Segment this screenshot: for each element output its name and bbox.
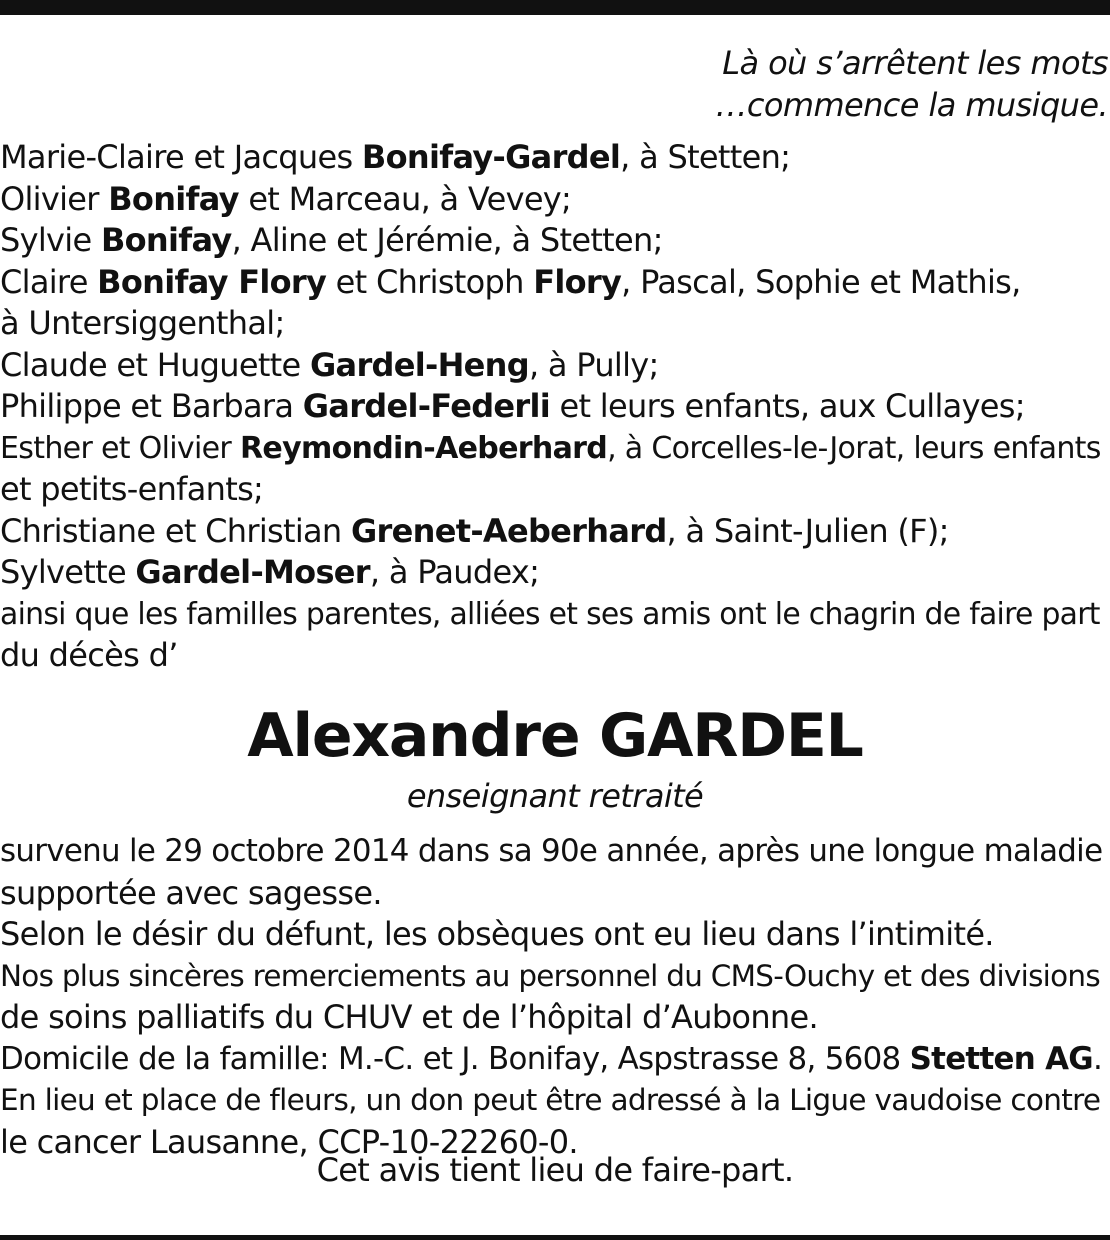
family-line: Christiane et Christian Grenet-Aeberhard, à Saint-Julien (F);: [0, 511, 949, 550]
detail-line: Domicile de la famille: M.-C. et J. Bonifay, Aspstrasse 8, 5608 Stetten AG.: [0, 1040, 1103, 1077]
family-line: ainsi que les familles parentes, alliées et ses amis ont le chagrin de faire part: [0, 596, 1100, 632]
bottom-rule: [0, 1235, 1110, 1240]
detail-line: de soins palliatifs du CHUV et de l’hôpital d’Aubonne.: [0, 998, 818, 1036]
detail-line: survenu le 29 octobre 2014 dans sa 90e année, après une longue maladie: [0, 833, 1103, 869]
family-list: [0, 137, 1110, 677]
family-line: Philippe et Barbara Gardel-Federli et leurs enfants, aux Cullayes;: [0, 387, 1025, 425]
family-line: Claude et Huguette Gardel-Heng, à Pully;: [0, 345, 659, 384]
closing-note: Cet avis tient lieu de faire-part.: [316, 1151, 794, 1189]
family-line: et petits-enfants;: [0, 470, 264, 508]
epigraph: [716, 42, 1108, 126]
family-line: Olivier Bonifay et Marceau, à Vevey;: [0, 179, 572, 218]
epigraph-line-1: Là où s’arrêtent les mots: [722, 44, 1108, 82]
family-line: à Untersiggenthal;: [0, 304, 285, 342]
detail-line: le cancer Lausanne, CCP-10-22260-0.: [0, 1122, 578, 1161]
family-line: du décès d’: [0, 636, 178, 674]
family-line: Esther et Olivier Reymondin-Aeberhard, à Corcelles-le-Jorat, leurs enfants: [0, 430, 1101, 466]
family-line: Sylvette Gardel-Moser, à Paudex;: [0, 553, 540, 591]
deceased-occupation: enseignant retraité: [406, 777, 704, 815]
detail-line: En lieu et place de fleurs, un don peut être adressé à la Ligue vaudoise contre: [0, 1083, 1101, 1117]
announcement-details: [0, 831, 1110, 1163]
detail-line: Nos plus sincères remerciements au personnel du CMS-Ouchy et des divisions: [0, 958, 1100, 993]
epigraph-line-2: …commence la musique.: [715, 86, 1108, 124]
family-line: Marie-Claire et Jacques Bonifay-Gardel, à Stetten;: [0, 138, 791, 176]
family-line: Claire Bonifay Flory et Christoph Flory, Pascal, Sophie et Mathis,: [0, 262, 1021, 301]
top-rule: [0, 0, 1110, 15]
detail-line: supportée avec sagesse.: [0, 873, 382, 912]
deceased-name: Alexandre GARDEL: [247, 701, 863, 771]
family-line: Sylvie Bonifay, Aline et Jérémie, à Stetten;: [0, 221, 663, 259]
detail-line: Selon le désir du défunt, les obsèques ont eu lieu dans l’intimité.: [0, 915, 994, 953]
